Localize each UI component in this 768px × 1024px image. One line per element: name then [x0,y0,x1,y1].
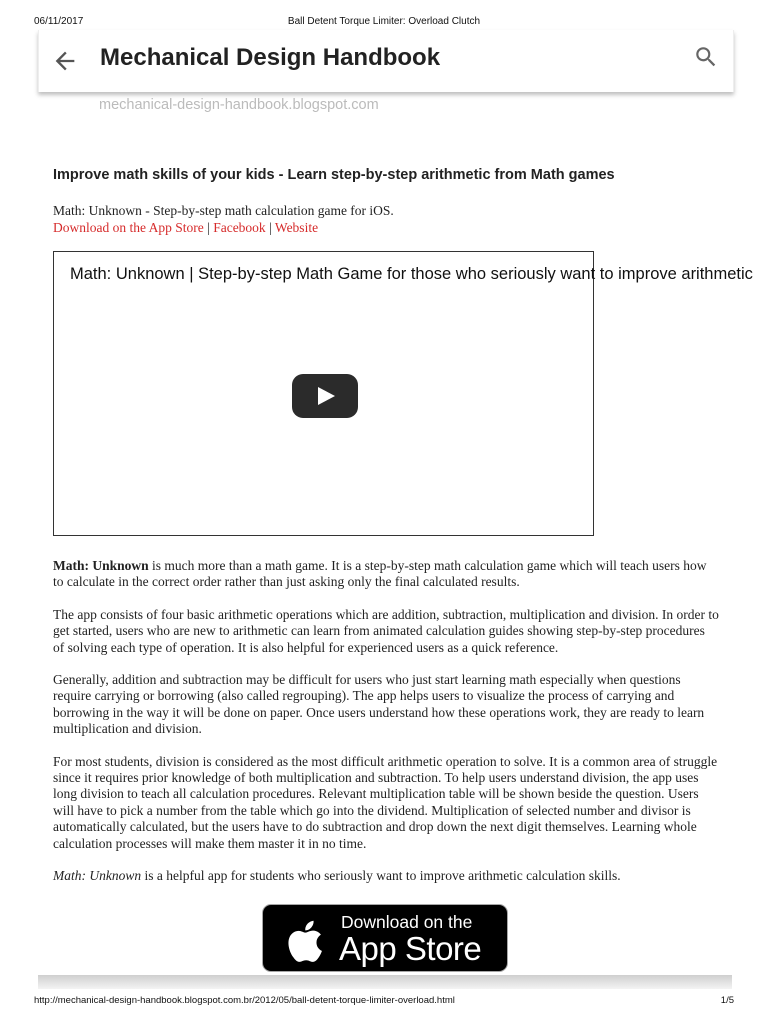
paragraph: For most students, division is considered as the most difficult arithmetic operation to solve. It is a common area of struggle since it requires prior knowledge of both multiplication and subtraction. To help users understand division, the app uses long division to teach all calculation procedures. Relevant multiplication table will be shown beside the question. Users will have to pick a number from the table which go into the dividend. Multiplication of selected number and divisor is automatically calculated, but the users have to do subtraction and drop down the next digit themselves. Learning whole calculation processes will make them master it in no time. [53,753,718,851]
app-name-italic: Math: Unknown [53,868,142,884]
app-bar [38,30,734,92]
promo-description: - Step-by-step math calculation game for iOS. [141,203,394,218]
video-title[interactable]: Math: Unknown | Step-by-step Math Game for those who seriously want to improve arithmetic [70,265,753,283]
app-name-bold: Math: Unknown [53,558,149,573]
paragraph [53,868,719,884]
play-icon [318,387,335,405]
main-content [53,166,753,884]
paragraph [53,558,719,591]
facebook-link[interactable]: Facebook [213,220,266,235]
website-link[interactable]: Website [274,220,319,235]
promo-tagline [53,203,394,219]
back-button[interactable] [51,47,79,75]
badge-line2: App Store [339,930,482,967]
app-title: Mechanical Design Handbook [100,44,441,71]
article-body [53,558,719,902]
bottom-shadow-bar [38,975,732,989]
arrow-left-icon [51,47,79,75]
print-page-title: Ball Detent Torque Limiter: Overload Clutch [287,16,481,27]
promo-links [53,220,318,236]
paragraph-text: is much more than a math game. It is a step-by-step math calculation game which will teach users how to calculate in the correct order rather than just asking only the final calculated results. [53,558,707,590]
badge-line1: Download on the [341,912,473,932]
paragraph-text: is a helpful app for students who seriously want to improve arithmetic calculation skills. [141,868,621,884]
app-store-link[interactable]: Download on the App Store [53,220,204,235]
paragraph: The app consists of four basic arithmetic operations which are addition, subtraction, multiplication and division. In order to get started, users who are new to arithmetic can learn from animated calculation guides showing step-by-step procedures of solving each type of operation. It is also helpful for experienced users as a quick reference. [53,606,719,655]
play-button[interactable] [292,374,358,418]
app-store-badge[interactable] [262,904,508,972]
search-icon [693,44,719,70]
apple-logo-icon [283,918,325,964]
link-separator: | [265,220,275,235]
print-url: http://mechanical-design-handbook.blogspot.com.br/2012/05/ball-detent-torque-limiter-overload.html [34,995,455,1006]
print-date: 06/11/2017 [34,16,84,27]
print-header [0,16,768,30]
paragraph: Generally, addition and subtraction may be difficult for users who just start learning math especially when questions require carrying or borrowing (also called regrouping). The app helps users to visualize the process of carrying and borrowing in the way it will be done on paper. Once users understand how these operations work, they are ready to learn multiplication and division. [53,672,705,737]
link-separator: | [203,220,214,235]
search-button[interactable] [693,44,719,70]
print-footer [0,995,768,1009]
ad-heading[interactable]: Improve math skills of your kids - Learn step-by-step arithmetic from Math games [53,167,615,183]
promo-app-name: Math: Unknown [53,203,142,218]
video-embed[interactable] [53,251,753,536]
page-number: 1/5 [720,995,734,1006]
site-url[interactable]: mechanical-design-handbook.blogspot.com [99,97,379,113]
